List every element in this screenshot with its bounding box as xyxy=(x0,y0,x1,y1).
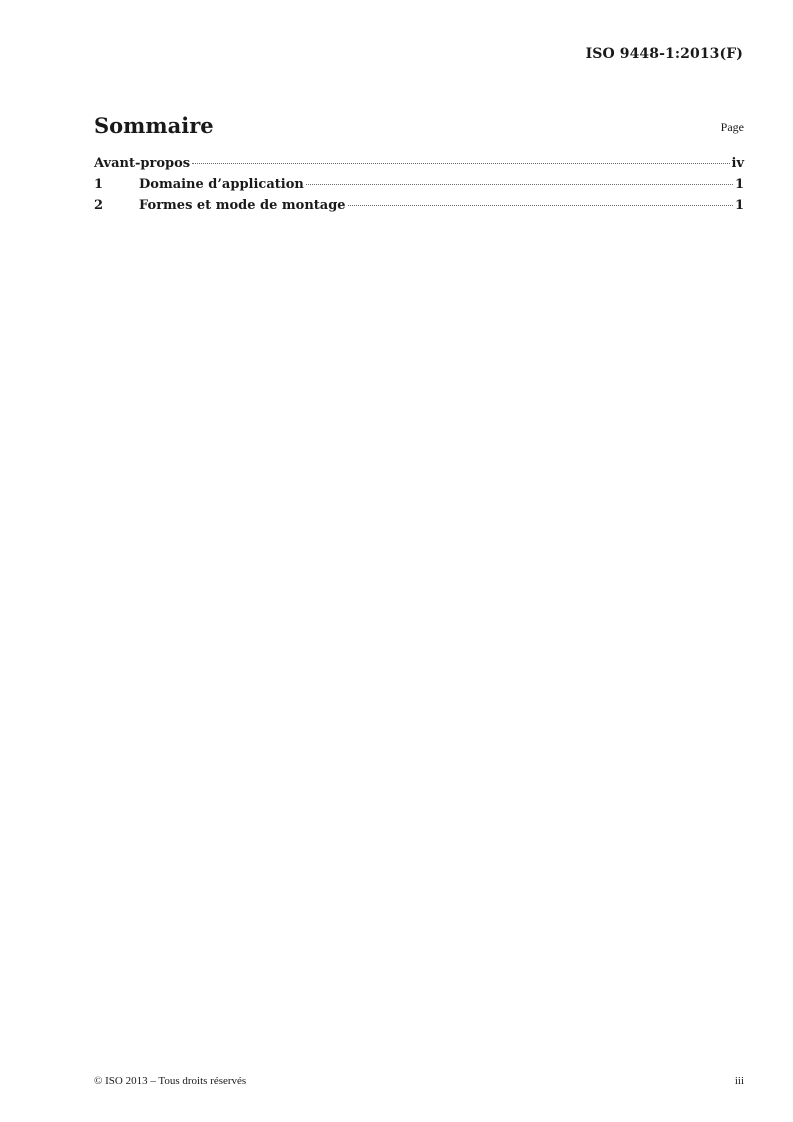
toc-dot-leader xyxy=(306,184,733,185)
toc-entry-domaine-application[interactable] xyxy=(94,177,744,198)
toc-entry-page: 1 xyxy=(734,198,744,213)
toc-dot-leader xyxy=(348,205,733,206)
toc-entry-text: Formes et mode de montage xyxy=(139,198,346,213)
toc-header xyxy=(94,113,744,139)
toc-entry-text: Domaine d’application xyxy=(139,177,304,192)
footer-copyright: © ISO 2013 – Tous droits réservés xyxy=(94,1075,247,1087)
toc-entry-number: 2 xyxy=(94,198,104,213)
toc-dot-leader xyxy=(192,163,729,164)
toc-list xyxy=(94,156,744,219)
toc-entry-number: 1 xyxy=(94,177,104,192)
toc-entry-avant-propos[interactable] xyxy=(94,156,744,177)
footer-page-number: iii xyxy=(734,1075,744,1087)
toc-entry-formes-montage[interactable] xyxy=(94,198,744,219)
document-reference: ISO 9448-1:2013(F) xyxy=(585,46,743,62)
toc-entry-page: 1 xyxy=(734,177,744,192)
toc-page-column-label: Page xyxy=(720,120,744,134)
toc-title: Sommaire xyxy=(94,113,214,138)
toc-entry-text: Avant-propos xyxy=(94,156,191,171)
toc-entry-page: iv xyxy=(731,156,744,171)
page-footer xyxy=(94,1075,744,1091)
